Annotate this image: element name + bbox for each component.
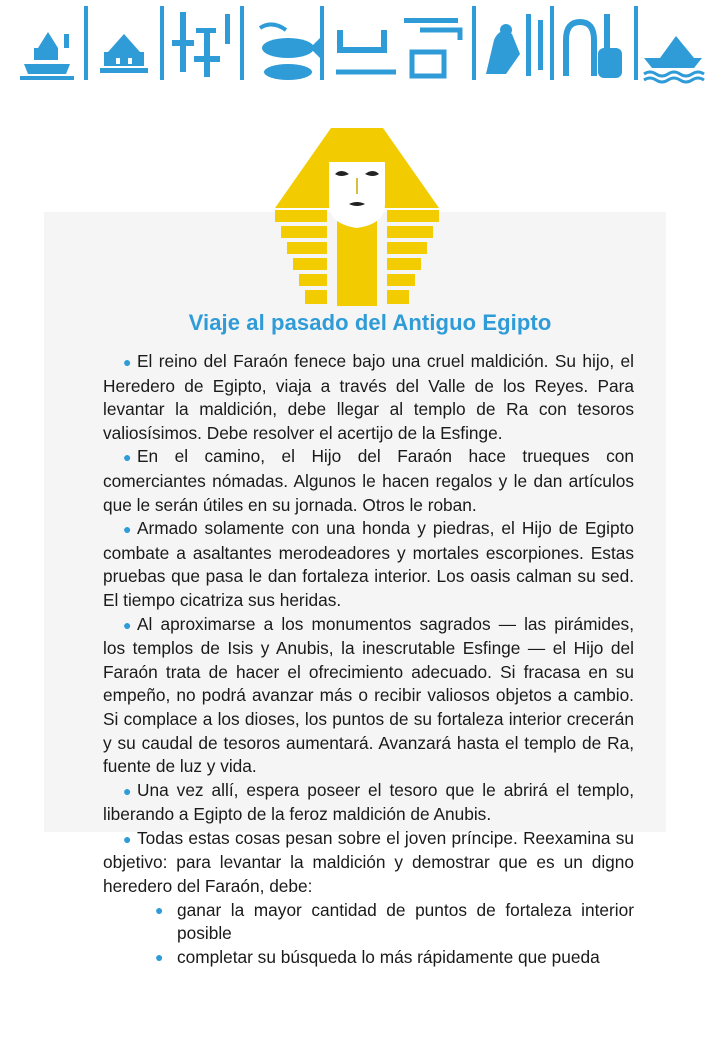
bullet-icon: ● [123,830,132,847]
list-item [153,946,634,970]
bullet-icon: ● [123,521,132,538]
list-item-text: completar su búsqueda lo más rápidamente que pueda [177,946,600,967]
list-item-text: ganar la mayor cantidad de puntos de fortaleza interior posible [177,899,634,944]
bullet-icon: ● [123,449,132,466]
bullet-icon: ● [123,616,132,633]
paragraph-text: En el camino, el Hijo del Faraón hace trueques con comerciantes nómadas. Algunos le hacen regalos y le dan artículos que le serán útiles en su jornada. Otros le roban. [103,446,634,515]
paragraph-text: El reino del Faraón fenece bajo una cruel maldición. Su hijo, el Heredero de Egipto, viaja a través del Valle de los Reyes. Para levantar la maldición, debe llegar al templo de Ra con tesoros valiosísimos. Debe resolver el acertijo de la Esfinge. [103,351,634,443]
paragraph [103,613,634,779]
goal-list [103,899,634,970]
paragraph-text: Una vez allí, espera poseer el tesoro que le abrirá el templo, liberando a Egipto de la feroz maldición de Anubis. [103,779,634,825]
shrine-icon [100,34,148,73]
body-text [103,350,634,969]
bird-icon [486,14,543,76]
border-dividers [86,6,636,80]
lion-icon [566,14,622,78]
paragraph [103,350,634,445]
hieroglyph-border [0,0,714,100]
paragraph-text: Todas estas cosas pesan sobre el joven príncipe. Reexamina su objetivo: para levantar la maldición y demostrar que es un digno heredero del Faraón, debe: [103,827,634,897]
ship-icon [20,32,74,80]
paragraph [103,779,634,827]
hieroglyph-svg [0,0,714,100]
paragraph-text: Al aproximarse a los monumentos sagrados — las pirámides, los templos de Isis y Anubis, la inescrutable Esfinge — el Hijo del Faraón trata de hacer el ofrecimiento adecuado. Si fracasa en su empeño, no podrá avanzar más o recibir valiosos objetos a cambio. Si complace a los dioses, los puntos de su fortaleza interior crecerán y su caudal de tesoros aumentará. Avanzará hasta el templo de Ra, fuente de luz y vida. [103,613,634,777]
bullet-icon: ● [155,948,164,965]
paragraph [103,517,634,612]
ankh-pillar-icon [172,12,230,77]
fish-icon [260,24,320,80]
list-item [153,899,634,946]
bullet-icon: ● [155,901,164,918]
paragraph-text: Armado solamente con una honda y piedras, el Hijo de Egipto combate a asaltantes merodeadores y mortales escorpiones. Estas pruebas que pasa le dan fortaleza interior. Los oasis calman su sed. El tiempo cicatriza sus heridas. [103,518,634,610]
page-title: Viaje al pasado del Antiguo Egipto [188,310,552,335]
boat-water-icon [644,36,704,82]
paragraph [103,827,634,899]
bullet-icon: ● [123,782,132,799]
paragraph [103,445,634,517]
snake-canal-icon [336,18,460,76]
sphinx-head-logo [275,128,439,308]
bullet-icon: ● [123,354,132,370]
